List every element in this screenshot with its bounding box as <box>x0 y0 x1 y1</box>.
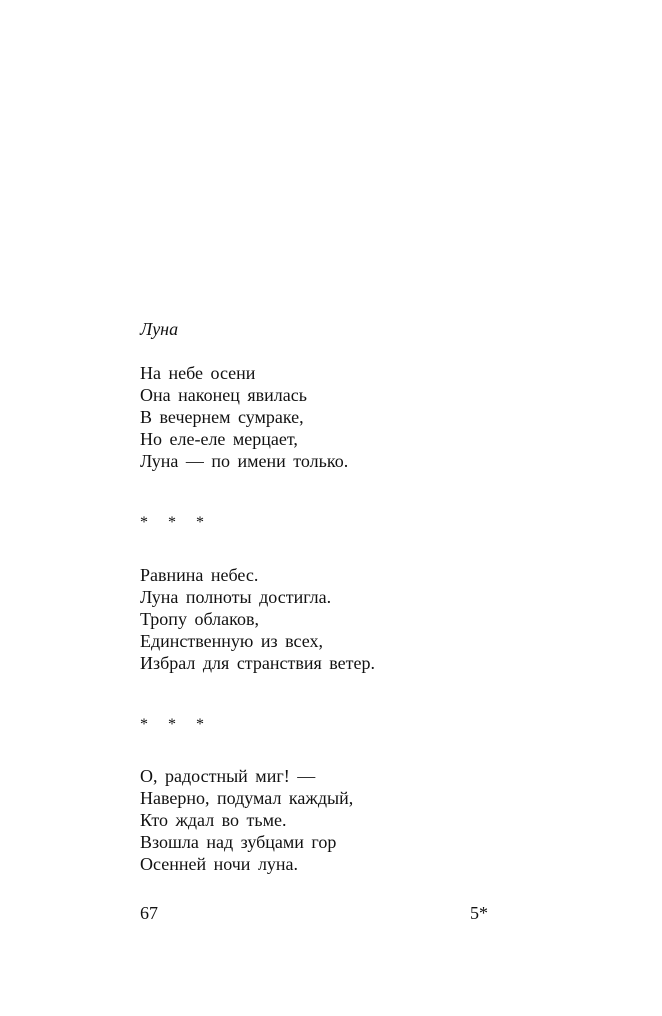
stanza-separator: * * * <box>140 514 212 531</box>
poem-line: Кто ждал во тьме. <box>140 810 287 830</box>
poem-line: Осенней ночи луна. <box>140 854 299 874</box>
poem-line: Единственную из всех, <box>140 631 323 651</box>
poem-line: Но еле-еле мерцает, <box>140 429 298 449</box>
poem-line: Она наконец явилась <box>140 385 307 405</box>
poem-line: Луна полноты достигла. <box>140 587 332 607</box>
poem-line: Луна — по имени только. <box>140 451 349 471</box>
poem-line: Наверно, подумал каждый, <box>140 788 354 808</box>
stanza-separator: * * * <box>140 716 212 733</box>
poem-line: Тропу облаков, <box>140 609 259 629</box>
poem-line: На небе осени <box>140 363 256 383</box>
stanza-2 <box>140 564 375 674</box>
poem-line: Равнина небес. <box>140 565 259 585</box>
page-number: 67 <box>140 903 158 923</box>
poem-line: Взошла над зубцами гор <box>140 832 337 852</box>
poem-line: О, радостный миг! — <box>140 766 316 786</box>
poem-line: Избрал для странствия ветер. <box>140 653 376 673</box>
printer-signature-mark: 5* <box>470 903 488 923</box>
poem-line: В вечернем сумраке, <box>140 407 304 427</box>
stanza-1 <box>140 362 348 472</box>
poem-title: Луна <box>140 319 179 339</box>
stanza-3 <box>140 765 353 875</box>
